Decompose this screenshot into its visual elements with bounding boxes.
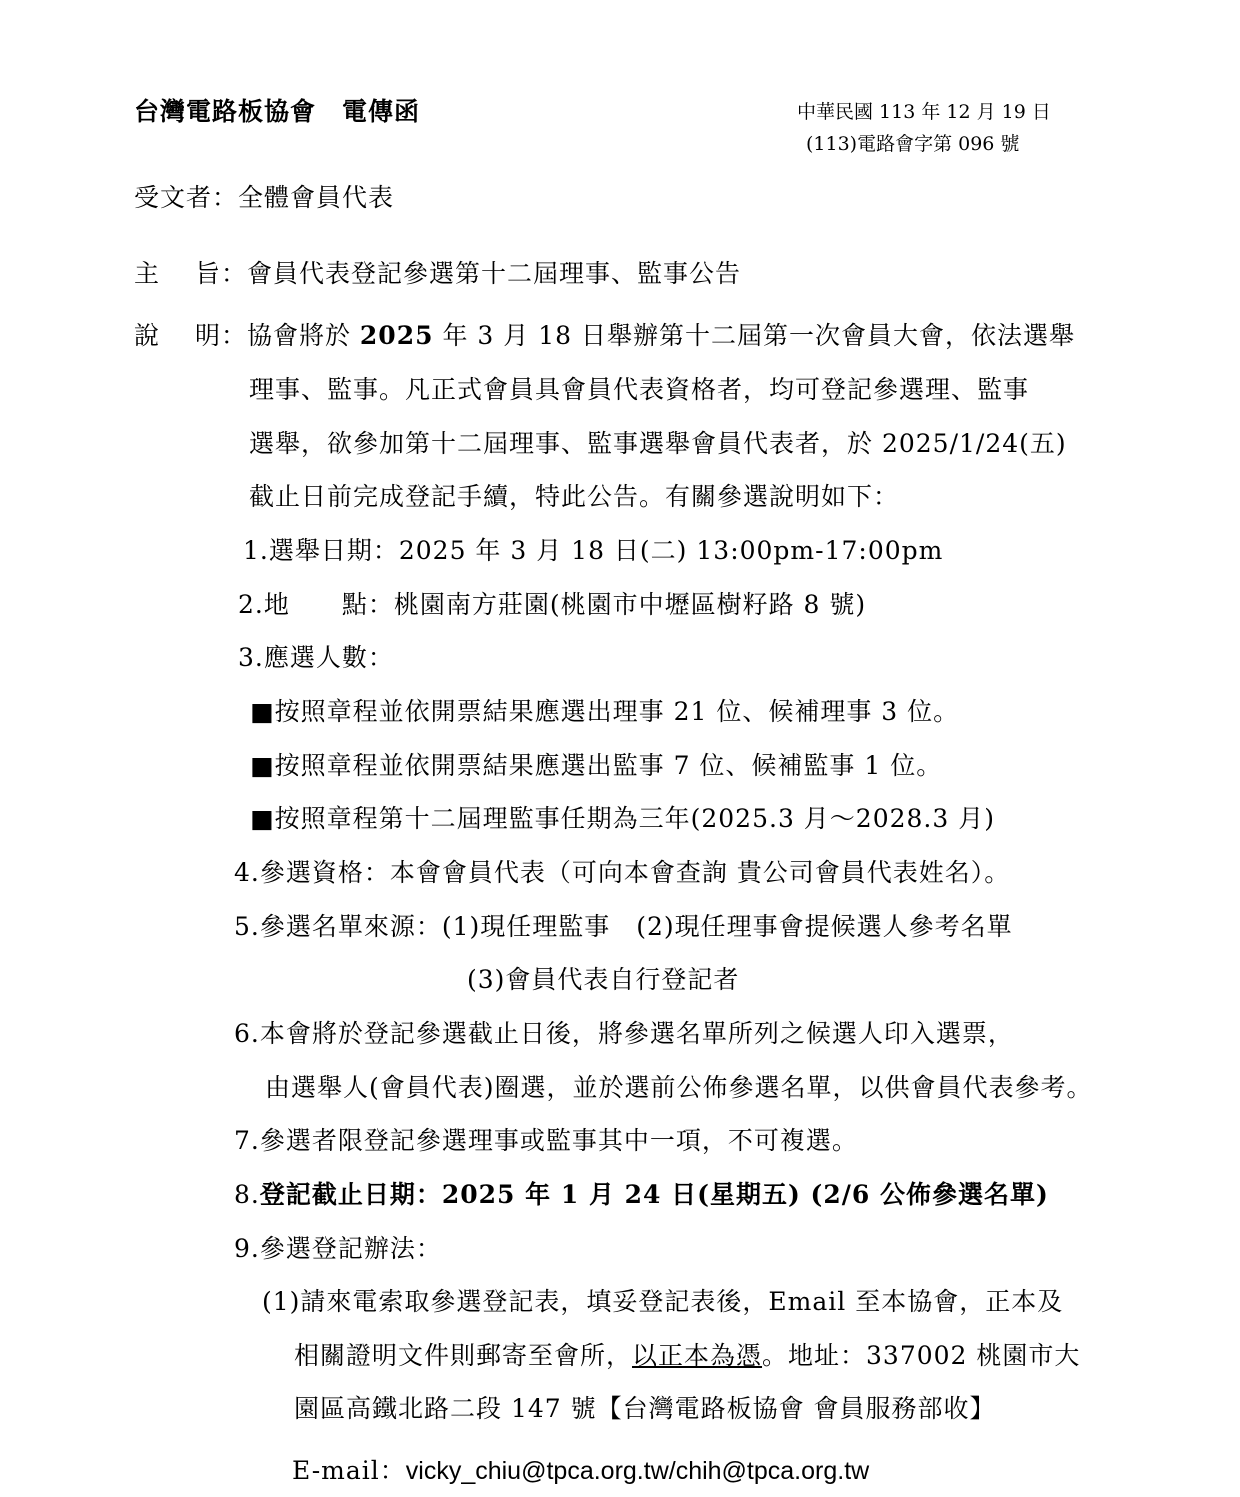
description-rest: 年 3 月 18 日舉辦第十二屆第一次會員大會，依法選舉 — [433, 321, 1075, 350]
item-seat-count: 3.應選人數： — [238, 643, 394, 672]
document-date: 中華民國 113 年 12 月 19 日 — [797, 101, 1051, 123]
item-deadline-number: 8. — [234, 1180, 260, 1209]
document-number: (113)電路會字第 096 號 — [806, 133, 1020, 155]
method-step-1-line-3: 園區高鐵北路二段 147 號【台灣電路板協會 會員服務部收】 — [294, 1394, 996, 1423]
method-mail-text: 相關證明文件則郵寄至會所， — [294, 1341, 633, 1370]
method-step-1-line-2 — [294, 1336, 1080, 1372]
description-line-4: 截止日前完成登記手續，特此公告。有關參選說明如下： — [249, 482, 900, 511]
description-year: 2025 — [359, 321, 434, 350]
item-single-choice: 7.參選者限登記參選理事或監事其中一項，不可複選。 — [234, 1126, 858, 1155]
item-eligibility: 4.參選資格：本會會員代表（可向本會查詢 貴公司會員代表姓名）。 — [234, 858, 1011, 887]
document-title: 台灣電路板協會 電傳函 — [134, 97, 421, 126]
item-election-date: 1.選舉日期：2025 年 3 月 18 日(二) 13:00pm-17:00pm — [243, 536, 944, 565]
bullet-directors: ■按照章程並依開票結果應選出理事 21 位、候補理事 3 位。 — [250, 697, 960, 726]
recipient-line: 受文者：全體會員代表 — [134, 183, 395, 212]
item-deadline-text: 登記截止日期：2025 年 1 月 24 日(星期五) (2/6 公佈參選名單) — [259, 1180, 1049, 1209]
item-candidate-sources-cont: (3)會員代表自行登記者 — [467, 965, 740, 994]
bullet-term: ■按照章程第十二屆理監事任期為三年(2025.3 月～2028.3 月) — [250, 804, 995, 833]
item-location: 2.地 點：桃園南方莊園(桃園市中壢區樹籽路 8 號) — [238, 590, 867, 619]
item-ballot: 6.本會將於登記參選截止日後，將參選名單所列之候選人印入選票， — [234, 1019, 1014, 1048]
subject-line: 主 旨：會員代表登記參選第十二屆理事、監事公告 — [134, 259, 741, 288]
item-candidate-sources: 5.參選名單來源：(1)現任理監事 (2)現任理事會提候選人參考名單 — [234, 912, 1013, 941]
bullet-supervisors: ■按照章程並依開票結果應選出監事 7 位、候補監事 1 位。 — [250, 751, 943, 780]
description-prefix: 說 明：協會將於 — [134, 321, 360, 350]
item-registration-method: 9.參選登記辦法： — [234, 1234, 442, 1263]
item-ballot-cont: 由選舉人(會員代表)圈選，並於選前公佈參選名單，以供會員代表參考。 — [265, 1073, 1093, 1102]
item-deadline — [234, 1175, 1049, 1211]
email-label: E-mail： — [292, 1456, 406, 1485]
description-line-2: 理事、監事。凡正式會員具會員代表資格者，均可登記參選理、監事 — [249, 375, 1030, 404]
original-copy-notice: 以正本為憑 — [632, 1341, 763, 1370]
address-text: 。地址：337002 桃園市大 — [762, 1341, 1081, 1370]
description-line-1 — [134, 316, 1075, 352]
description-line-3: 選舉，欲參加第十二屆理事、監事選舉會員代表者，於 2025/1/24(五) — [249, 429, 1067, 458]
email-address[interactable]: vicky_chiu@tpca.org.tw/chih@tpca.org.tw — [405, 1457, 870, 1485]
method-step-1-line-1: (1)請來電索取參選登記表，填妥登記表後，Email 至本協會，正本及 — [262, 1287, 1064, 1316]
email-line — [292, 1451, 869, 1487]
